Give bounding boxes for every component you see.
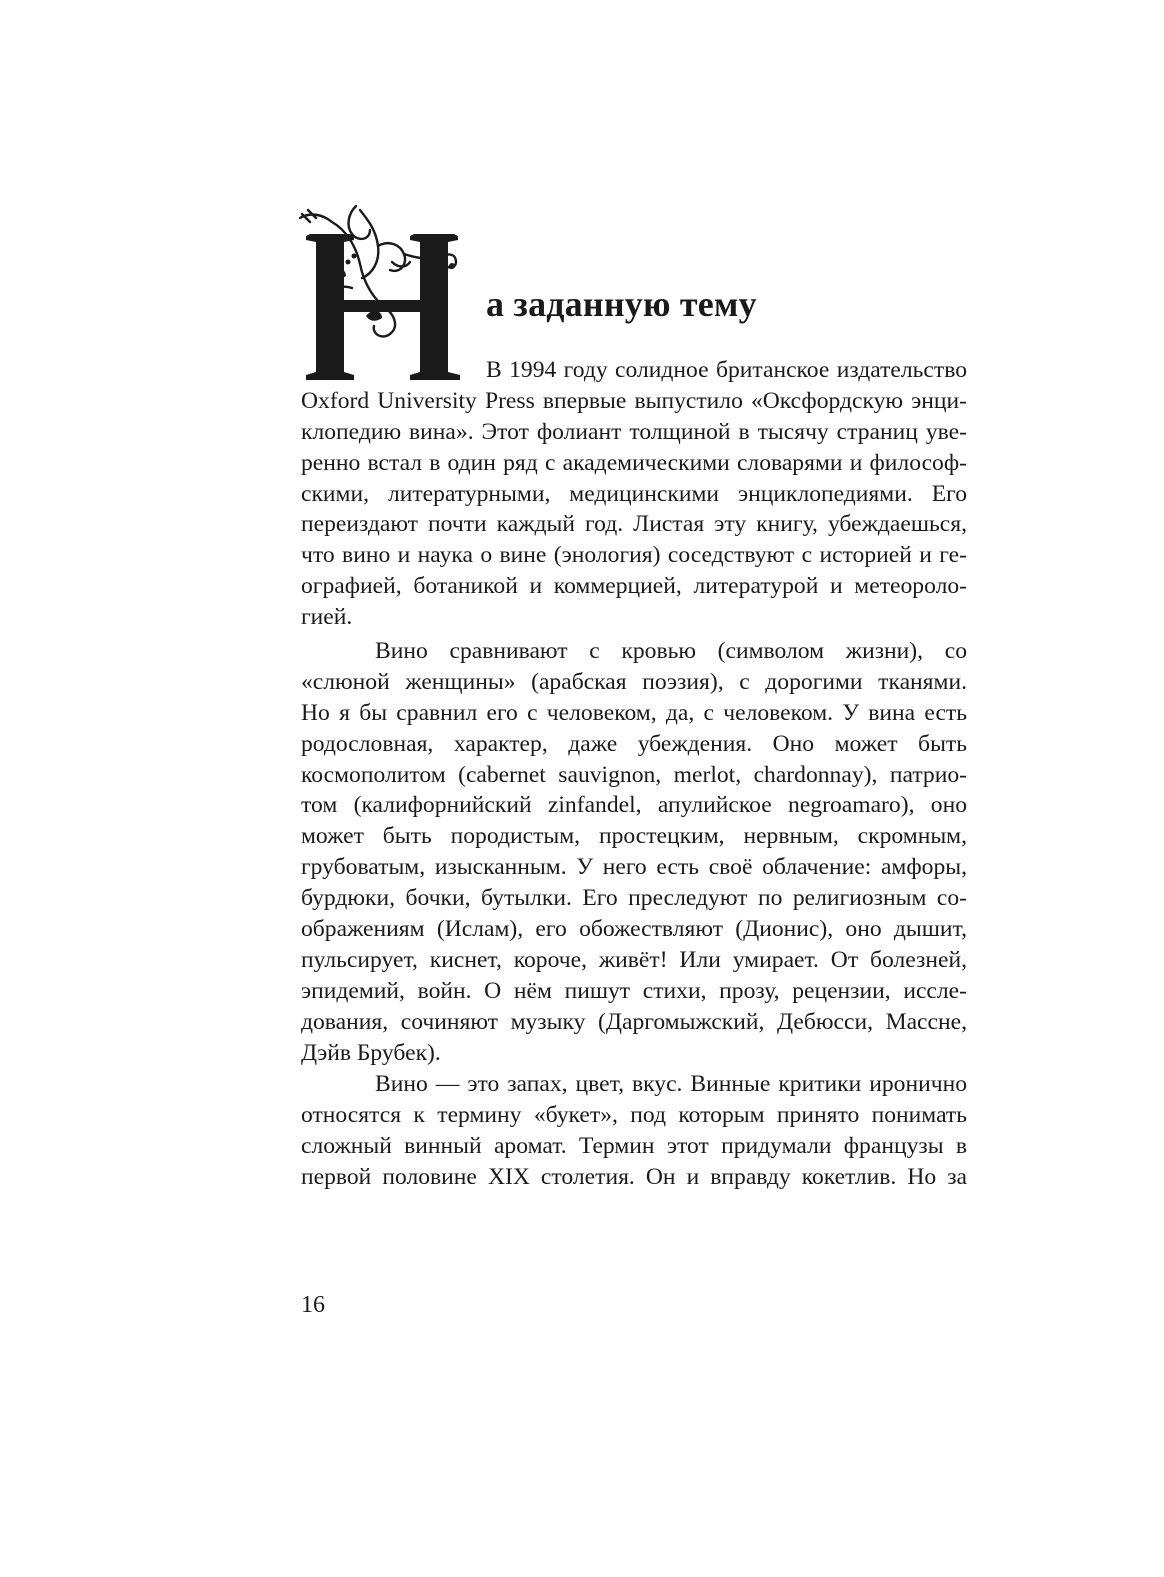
text-line: сложный винный аромат. Термин этот придумали французы в <box>301 1132 967 1159</box>
text-line: первой половине XIX столетия. Он и вправду кокетлив. Но за <box>301 1163 967 1190</box>
text-line: В 1994 году солидное британское издательство <box>486 357 967 383</box>
text-line: гией. <box>301 604 353 631</box>
text-line: относятся к термину «букет», под которым принято понимать <box>301 1101 967 1128</box>
text-line: эпидемий, войн. О нём пишут стихи, прозу, рецензии, иссле- <box>301 977 967 1004</box>
text-line: Но я бы сравнил его с человеком, да, с человеком. У вина есть <box>301 699 967 726</box>
text-line: пульсирует, киснет, короче, живёт! Или умирает. От болезней, <box>301 946 967 973</box>
text-line: клопедию вина». Этот фолиант толщиной в тысячу страниц уве- <box>301 418 967 445</box>
text-line: бурдюки, бочки, бутылки. Его преследуют по религиозным со- <box>301 885 967 912</box>
text-line: скими, литературными, медицинскими энциклопедиями. Его <box>301 480 967 507</box>
paragraph-1 <box>301 355 967 633</box>
page-number: 16 <box>301 1292 325 1318</box>
text-line: ографией, ботаникой и коммерцией, литературой и метеороло- <box>301 573 967 600</box>
text-line: Oxford University Press впервые выпустило «Оксфордскую энци- <box>301 387 967 414</box>
paragraph-3 <box>301 1069 967 1193</box>
text-line: переиздают почти каждый год. Листая эту книгу, убеждаешься, <box>301 511 967 538</box>
text-line: что вино и наука о вине (энология) соседствуют с историей и ге- <box>301 542 967 569</box>
text-line: космополитом (cabernet sauvignon, merlot, chardonnay), патрио- <box>301 761 967 788</box>
text-line: Дэйв Брубек). <box>301 1039 441 1066</box>
text-line: грубоватым, изысканным. У него есть своё облачение: амфоры, <box>301 854 967 881</box>
text-line: Вино сравнивают с кровью (символом жизни), со <box>375 638 967 664</box>
text-line: ображениям (Ислам), его обожествляют (Дионис), оно дышит, <box>301 916 967 943</box>
text-line: может быть породистым, простецким, нервным, скромным, <box>301 823 967 850</box>
text-line: родословная, характер, даже убеждения. Оно может быть <box>301 730 967 757</box>
text-line: Вино — это запах, цвет, вкус. Винные критики иронично <box>375 1071 967 1097</box>
text-line: дования, сочиняют музыку (Даргомыжский, Дебюсси, Массне, <box>301 1008 967 1035</box>
text-line: том (калифорнийский zinfandel, апулийское negroamaro), оно <box>301 792 967 819</box>
chapter-heading: а заданную тему <box>486 284 757 324</box>
paragraph-2 <box>301 636 967 1068</box>
text-line: ренно встал в один ряд с академическими словарями и философ- <box>301 449 967 476</box>
text-line: «слюной женщины» (арабская поэзия), с дорогими тканями. <box>301 668 967 695</box>
